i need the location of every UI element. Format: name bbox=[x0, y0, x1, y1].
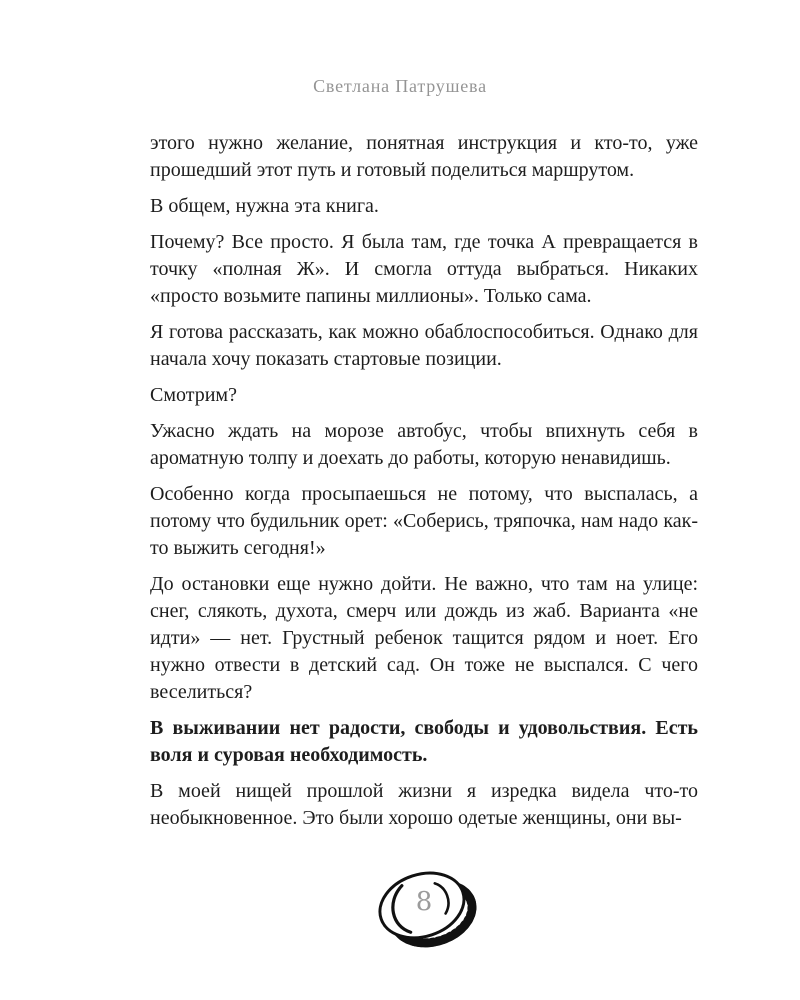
paragraph-emphasis: В выживании нет радости, свободы и удовольствия. Есть воля и суровая необходимость. bbox=[150, 717, 698, 766]
page-number: 8 bbox=[415, 887, 433, 917]
coin-page-number-illustration bbox=[377, 862, 477, 958]
paragraph: Я готова рассказать, как можно обаблоспособиться. Однако для начала хочу показать стартовые позиции. bbox=[150, 321, 698, 370]
paragraph: До остановки еще нужно дойти. Не важно, что там на улице: снег, слякоть, духота, смерч или дождь из жаб. Варианта «не идти» — нет. Грустный ребенок тащится рядом и ноет. Его нужно отвести в детский сад. Он тоже не выспался. С чего веселиться? bbox=[150, 573, 698, 703]
paragraph: Особенно когда просыпаешься не потому, что выспалась, а потому что будильник орет: «Соберись, тряпочка, нам надо как-то выжить сегодня!» bbox=[150, 483, 698, 559]
paragraph: Почему? Все просто. Я была там, где точка А превращается в точку «полная Ж». И смогла оттуда выбраться. Никаких «просто возьмите папины миллионы». Только сама. bbox=[150, 231, 698, 307]
running-header-author: Светлана Патрушева bbox=[313, 76, 487, 96]
page-body bbox=[150, 130, 698, 841]
paragraph: Смотрим? bbox=[150, 384, 237, 406]
paragraph: этого нужно желание, понятная инструкция и кто-то, уже прошедший этот путь и готовый поделиться маршрутом. bbox=[150, 132, 698, 181]
paragraph: Ужасно ждать на морозе автобус, чтобы впихнуть себя в ароматную толпу и доехать до работы, которую ненавидишь. bbox=[150, 420, 698, 469]
paragraph: В общем, нужна эта книга. bbox=[150, 195, 379, 217]
paragraph: В моей нищей прошлой жизни я изредка видела что-то необыкновенное. Это были хорошо одетые женщины, они вы- bbox=[150, 780, 698, 829]
